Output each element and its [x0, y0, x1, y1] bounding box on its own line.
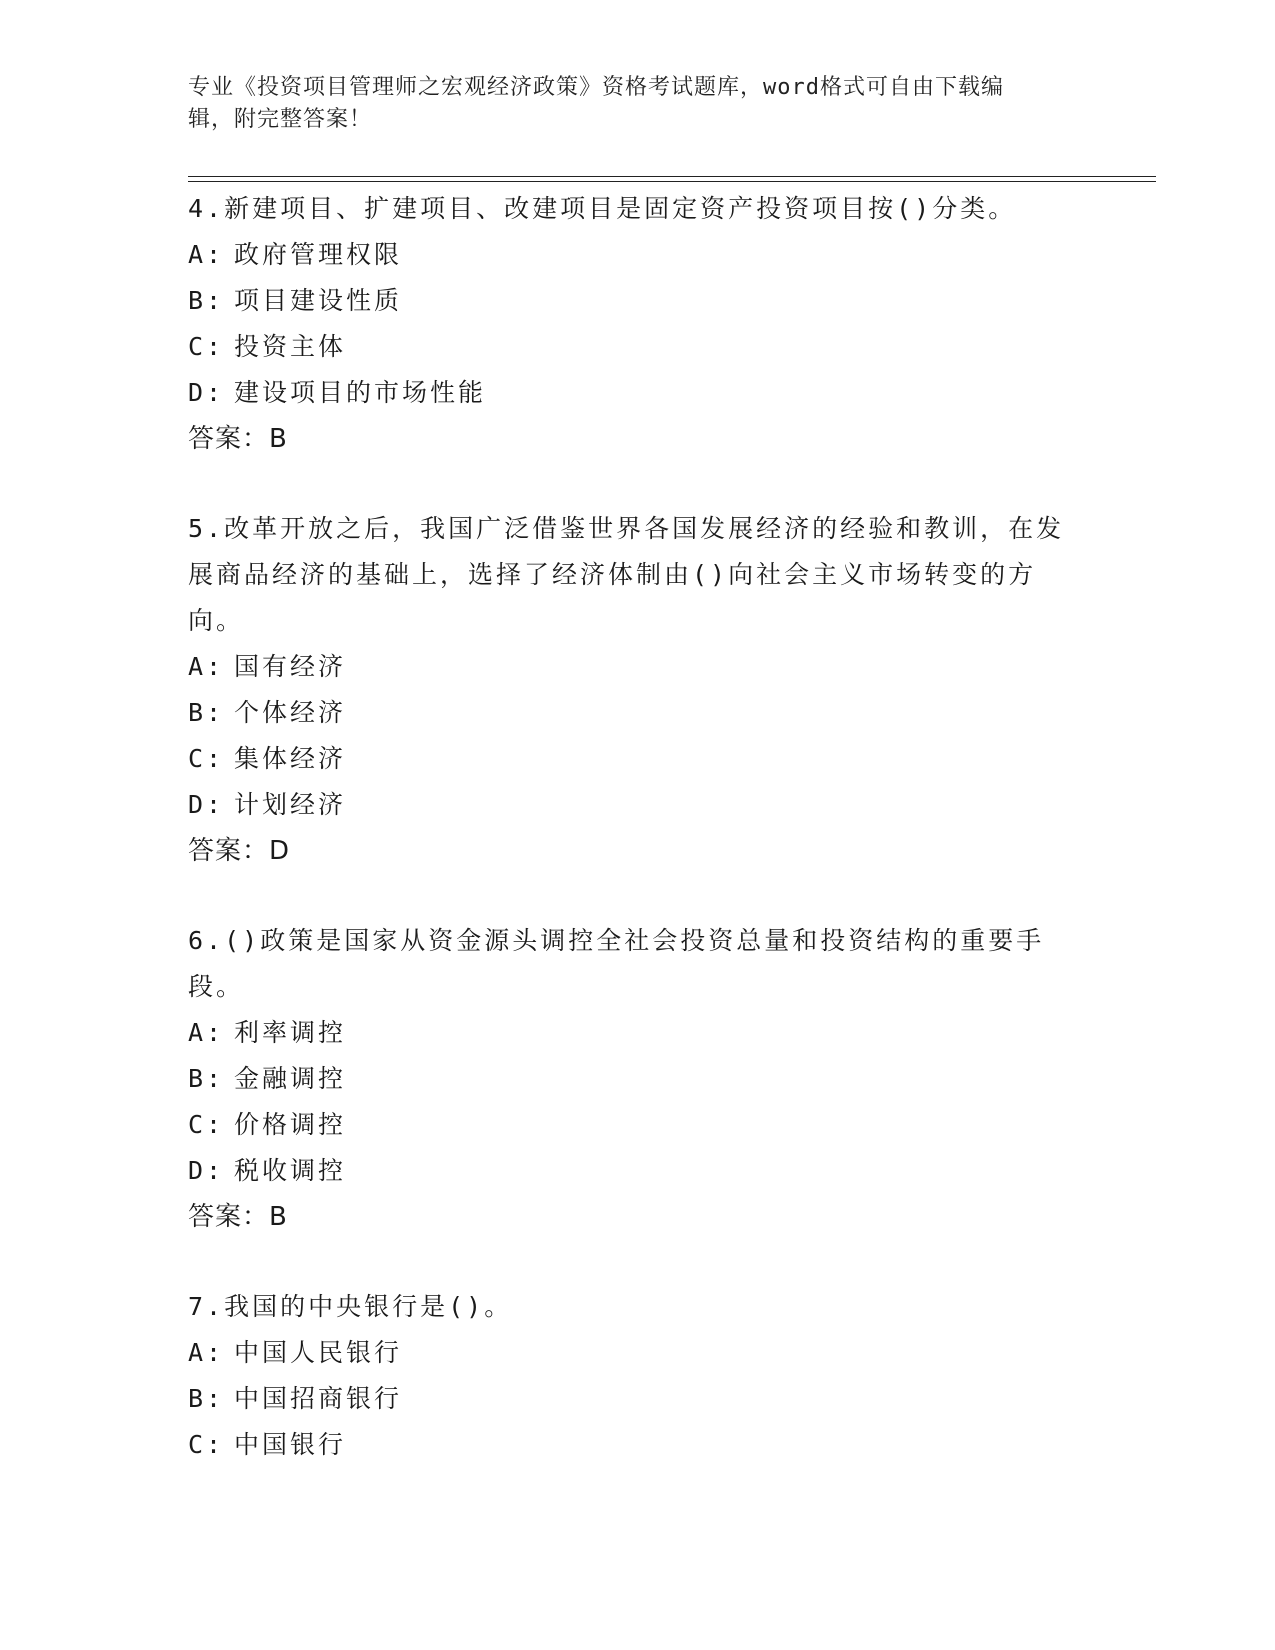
option-d — [188, 370, 1068, 416]
option-a — [188, 1330, 1068, 1376]
option-b — [188, 1376, 1068, 1422]
option-label: A: — [188, 1018, 225, 1047]
option-c — [188, 1422, 1068, 1468]
option-label: A: — [188, 652, 225, 681]
question-6 — [188, 918, 1068, 1240]
answer: 答案：D — [188, 836, 291, 866]
option-c — [188, 324, 1068, 370]
header-line-2: 辑，附完整答案！ — [188, 107, 373, 132]
option-text: 国有经济 — [234, 652, 347, 681]
question-4 — [188, 186, 1068, 462]
question-stem: 6.()政策是国家从资金源头调控全社会投资总量和投资结构的重要手段。 — [188, 926, 1045, 1001]
header-rule-bottom — [188, 181, 1156, 182]
option-b — [188, 690, 1068, 736]
option-b — [188, 278, 1068, 324]
option-text: 金融调控 — [234, 1064, 347, 1093]
option-label: B: — [188, 286, 225, 315]
option-d — [188, 1148, 1068, 1194]
option-text: 个体经济 — [234, 698, 347, 727]
option-label: C: — [188, 1110, 225, 1139]
question-stem: 7.我国的中央银行是()。 — [188, 1292, 513, 1321]
answer: 答案：B — [188, 424, 288, 454]
option-label: D: — [188, 1156, 225, 1185]
option-text: 计划经济 — [234, 790, 347, 819]
option-text: 项目建设性质 — [234, 286, 403, 315]
option-d — [188, 782, 1068, 828]
option-text: 投资主体 — [234, 332, 347, 361]
option-c — [188, 736, 1068, 782]
option-label: A: — [188, 240, 225, 269]
option-label: D: — [188, 378, 225, 407]
option-label: D: — [188, 790, 225, 819]
question-stem: 5.改革开放之后，我国广泛借鉴世界各国发展经济的经验和教训，在发展商品经济的基础上，选择了经济体制由()向社会主义市场转变的方向。 — [188, 514, 1065, 635]
option-text: 集体经济 — [234, 744, 347, 773]
question-list — [188, 186, 1068, 1468]
option-text: 政府管理权限 — [234, 240, 403, 269]
option-text: 价格调控 — [234, 1110, 347, 1139]
option-text: 中国招商银行 — [234, 1384, 403, 1413]
answer: 答案：B — [188, 1202, 288, 1232]
option-label: C: — [188, 1430, 225, 1459]
option-text: 中国人民银行 — [234, 1338, 403, 1367]
option-text: 建设项目的市场性能 — [234, 378, 487, 407]
header-rule-top — [188, 176, 1156, 177]
option-a — [188, 1010, 1068, 1056]
option-text: 利率调控 — [234, 1018, 347, 1047]
option-c — [188, 1102, 1068, 1148]
question-5 — [188, 506, 1068, 874]
header-line-1: 专业《投资项目管理师之宏观经济政策》资格考试题库，word格式可自由下载编 — [188, 75, 1004, 100]
option-label: C: — [188, 332, 225, 361]
option-label: B: — [188, 1064, 225, 1093]
option-label: B: — [188, 698, 225, 727]
question-7 — [188, 1284, 1068, 1468]
option-text: 中国银行 — [234, 1430, 347, 1459]
document-header — [188, 72, 1068, 136]
option-a — [188, 644, 1068, 690]
option-text: 税收调控 — [234, 1156, 347, 1185]
option-label: A: — [188, 1338, 225, 1367]
option-b — [188, 1056, 1068, 1102]
option-a — [188, 232, 1068, 278]
question-stem: 4.新建项目、扩建项目、改建项目是固定资产投资项目按()分类。 — [188, 194, 1017, 223]
option-label: C: — [188, 744, 225, 773]
option-label: B: — [188, 1384, 225, 1413]
